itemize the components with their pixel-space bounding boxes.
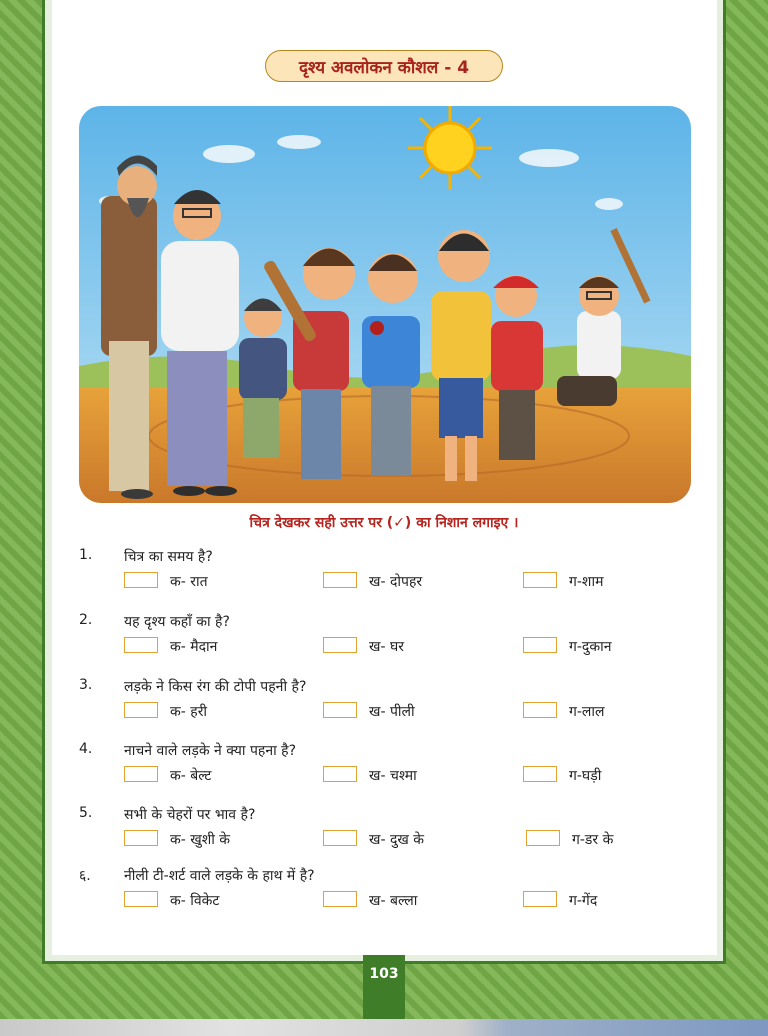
- answer-option-label: ख- बल्ला: [369, 893, 418, 909]
- answer-option-label: ग-डर के: [572, 832, 614, 848]
- page-number: 103: [369, 966, 399, 982]
- bottom-edge-bar: [0, 1019, 768, 1036]
- answer-checkbox[interactable]: [124, 637, 158, 653]
- question-text: नीली टी-शर्ट वाले लड़के के हाथ में है?: [124, 868, 315, 884]
- answer-option-label: ख- घर: [369, 639, 404, 655]
- page-number-tab: [363, 955, 405, 1019]
- instruction-text: चित्र देखकर सही उत्तर पर (✓) का निशान लगाइए ।: [249, 515, 519, 531]
- question-number: 4.: [79, 741, 93, 757]
- answer-option-label: ख- पीली: [369, 704, 415, 720]
- answer-checkbox[interactable]: [523, 766, 557, 782]
- question-number: 5.: [79, 805, 93, 821]
- question-row: [0, 805, 768, 865]
- answer-option-label: ख- चश्मा: [369, 768, 417, 784]
- answer-option-label: ग-दुकान: [569, 639, 612, 655]
- answer-checkbox[interactable]: [323, 572, 357, 588]
- answer-checkbox[interactable]: [523, 572, 557, 588]
- sun-icon: [408, 106, 492, 190]
- question-text: चित्र का समय है?: [124, 549, 213, 565]
- answer-checkbox[interactable]: [323, 830, 357, 846]
- question-text: नाचने वाले लड़के ने क्या पहना है?: [124, 743, 297, 759]
- question-number: ६.: [79, 868, 91, 884]
- answer-checkbox[interactable]: [523, 702, 557, 718]
- question-row: [0, 866, 768, 926]
- answer-option-label: क- खुशी के: [170, 832, 231, 848]
- answer-option-label: क- विकेट: [170, 893, 220, 909]
- answer-option-label: ग-घड़ी: [569, 768, 602, 784]
- question-row: [0, 547, 768, 607]
- answer-checkbox[interactable]: [124, 766, 158, 782]
- answer-option-label: क- रात: [170, 574, 208, 590]
- answer-checkbox[interactable]: [124, 891, 158, 907]
- answer-option-label: ग-शाम: [569, 574, 604, 590]
- answer-checkbox[interactable]: [323, 702, 357, 718]
- answer-option-label: ग-लाल: [569, 704, 605, 720]
- question-number: 3.: [79, 677, 93, 693]
- cricket-scene-illustration: [79, 106, 691, 503]
- answer-checkbox[interactable]: [526, 830, 560, 846]
- answer-option-label: क- मैदान: [170, 639, 218, 655]
- answer-checkbox[interactable]: [323, 637, 357, 653]
- answer-option-label: क- बेल्ट: [170, 768, 212, 784]
- question-text: लड़के ने किस रंग की टोपी पहनी है?: [124, 679, 307, 695]
- answer-checkbox[interactable]: [523, 637, 557, 653]
- answer-option-label: क- हरी: [170, 704, 208, 720]
- answer-option-label: ख- दुख के: [369, 832, 425, 848]
- page-title: दृश्य अवलोकन कौशल - 4: [265, 50, 503, 82]
- answer-checkbox[interactable]: [124, 572, 158, 588]
- answer-checkbox[interactable]: [124, 702, 158, 718]
- answer-checkbox[interactable]: [124, 830, 158, 846]
- answer-checkbox[interactable]: [323, 891, 357, 907]
- grandfather-figure: [101, 155, 157, 499]
- question-row: [0, 677, 768, 737]
- answer-checkbox[interactable]: [323, 766, 357, 782]
- question-text: सभी के चेहरों पर भाव है?: [124, 807, 256, 823]
- question-row: [0, 612, 768, 672]
- answer-option-label: ख- दोपहर: [369, 574, 423, 590]
- answer-checkbox[interactable]: [523, 891, 557, 907]
- question-number: 1.: [79, 547, 93, 563]
- question-row: [0, 741, 768, 801]
- question-number: 2.: [79, 612, 93, 628]
- answer-option-label: ग-गेंद: [569, 893, 598, 909]
- question-text: यह दृश्य कहाँ का है?: [124, 614, 230, 630]
